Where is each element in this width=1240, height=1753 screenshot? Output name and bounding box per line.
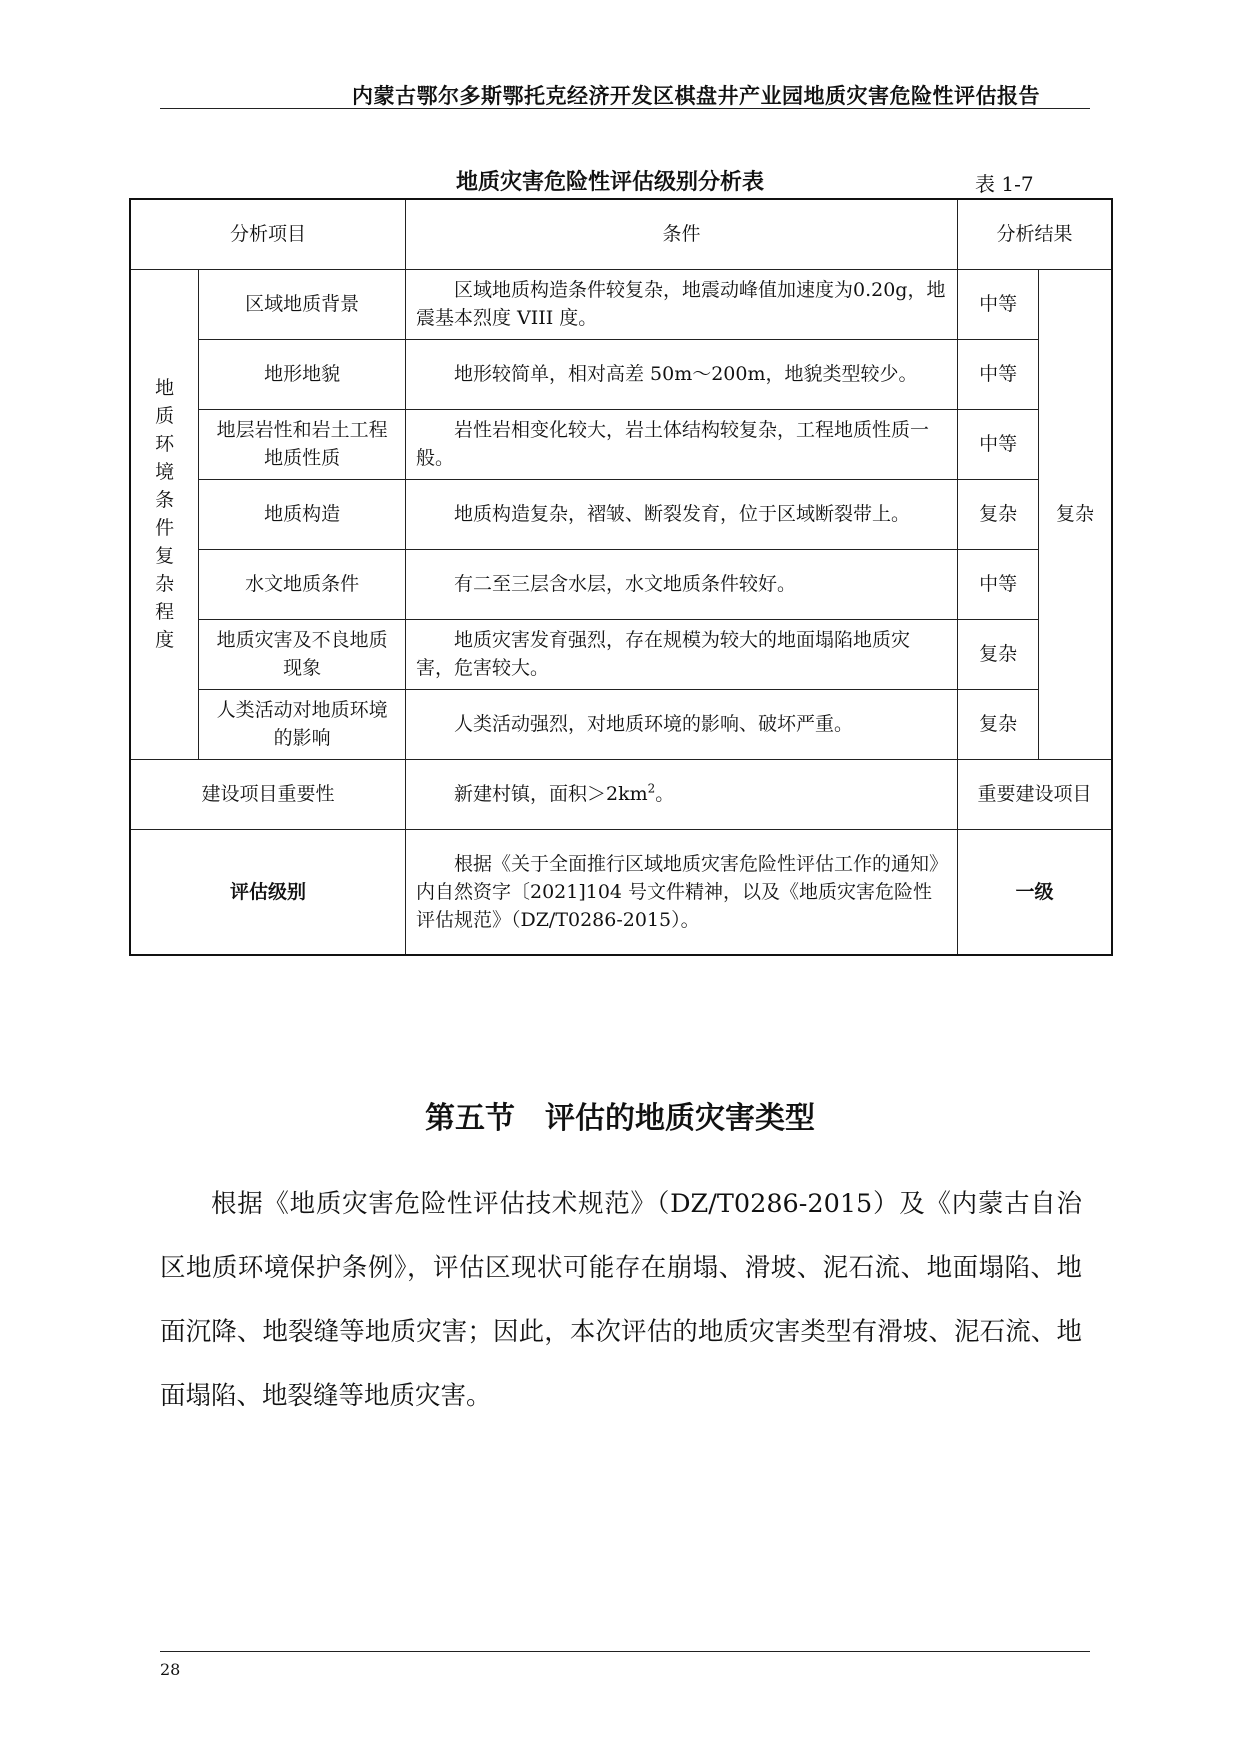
table-row xyxy=(130,409,1112,479)
row-condition: 区域地质构造条件较复杂，地震动峰值加速度为0.20g，地震基本烈度 VIII 度。 xyxy=(405,269,957,339)
header-analysis-result: 分析结果 xyxy=(958,199,1112,269)
header-condition: 条件 xyxy=(405,199,957,269)
table-header-row xyxy=(130,199,1112,269)
importance-condition-end: 。 xyxy=(655,783,675,805)
grade-result: 一级 xyxy=(958,829,1112,955)
row-item: 水文地质条件 xyxy=(199,549,406,619)
row-condition: 地质灾害发育强烈，存在规模为较大的地面塌陷地质灾害，危害较大。 xyxy=(405,619,957,689)
importance-result: 重要建设项目 xyxy=(958,759,1112,829)
grade-row xyxy=(130,829,1112,955)
table-row xyxy=(130,619,1112,689)
row-item: 人类活动对地质环境的影响 xyxy=(199,689,406,759)
row-condition: 岩性岩相变化较大，岩土体结构较复杂，工程地质性质一般。 xyxy=(405,409,957,479)
row-condition: 人类活动强烈，对地质环境的影响、破坏严重。 xyxy=(405,689,957,759)
row-result: 中等 xyxy=(958,269,1039,339)
row-item: 地形地貌 xyxy=(199,339,406,409)
table-row xyxy=(130,479,1112,549)
table-number: 表 1-7 xyxy=(975,172,1034,196)
row-item: 地层岩性和岩土工程地质性质 xyxy=(199,409,406,479)
footer-divider xyxy=(160,1651,1090,1652)
row-condition: 有二至三层含水层，水文地质条件较好。 xyxy=(405,549,957,619)
importance-condition-superscript: 2 xyxy=(647,781,656,796)
table-row xyxy=(130,269,1112,339)
table-title: 地质灾害危险性评估级别分析表 xyxy=(455,170,764,195)
header-divider xyxy=(160,108,1090,109)
header-analysis-item: 分析项目 xyxy=(130,199,405,269)
group-label-geo-environment-complexity: 地 质 环 境 条 件 复 杂 程 度 xyxy=(130,269,199,759)
row-condition: 地质构造复杂，褶皱、断裂发育，位于区域断裂带上。 xyxy=(405,479,957,549)
row-result: 复杂 xyxy=(958,689,1039,759)
table-row xyxy=(130,689,1112,759)
section-paragraph: 根据《地质灾害危险性评估技术规范》（DZ/T0286-2015）及《内蒙古自治区地质环境保护条例》，评估区现状可能存在崩塌、滑坡、泥石流、地面塌陷、地面沉降、地裂缝等地质灾害；因此，本次评估的地质灾害类型有滑坡、泥石流、地面塌陷、地裂缝等地质灾害。 xyxy=(160,1189,1082,1411)
grade-item: 评估级别 xyxy=(130,829,405,955)
importance-condition xyxy=(405,759,957,829)
table-row xyxy=(130,549,1112,619)
row-result: 复杂 xyxy=(958,619,1039,689)
importance-item: 建设项目重要性 xyxy=(130,759,405,829)
row-condition: 地形较简单，相对高差 50m～200m，地貌类型较少。 xyxy=(405,339,957,409)
row-result: 中等 xyxy=(958,339,1039,409)
row-item: 地质构造 xyxy=(199,479,406,549)
row-item: 区域地质背景 xyxy=(199,269,406,339)
row-result: 复杂 xyxy=(958,479,1039,549)
importance-condition-text: 新建村镇，面积＞2km xyxy=(453,783,648,805)
row-item: 地质灾害及不良地质现象 xyxy=(199,619,406,689)
document-header-title: 内蒙古鄂尔多斯鄂托克经济开发区棋盘井产业园地质灾害危险性评估报告 xyxy=(352,84,1040,108)
row-result: 中等 xyxy=(958,409,1039,479)
table-row xyxy=(130,339,1112,409)
group-result: 复杂 xyxy=(1039,269,1112,759)
row-result: 中等 xyxy=(958,549,1039,619)
grade-condition: 根据《关于全面推行区域地质灾害危险性评估工作的通知》内自然资字〔2021]104 号文件精神，以及《地质灾害危险性评估规范》（DZ/T0286-2015）。 xyxy=(405,829,957,955)
assessment-level-table xyxy=(129,198,1113,956)
page-number: 28 xyxy=(160,1660,181,1679)
importance-row xyxy=(130,759,1112,829)
section-heading: 第五节 评估的地质灾害类型 xyxy=(425,1101,815,1136)
